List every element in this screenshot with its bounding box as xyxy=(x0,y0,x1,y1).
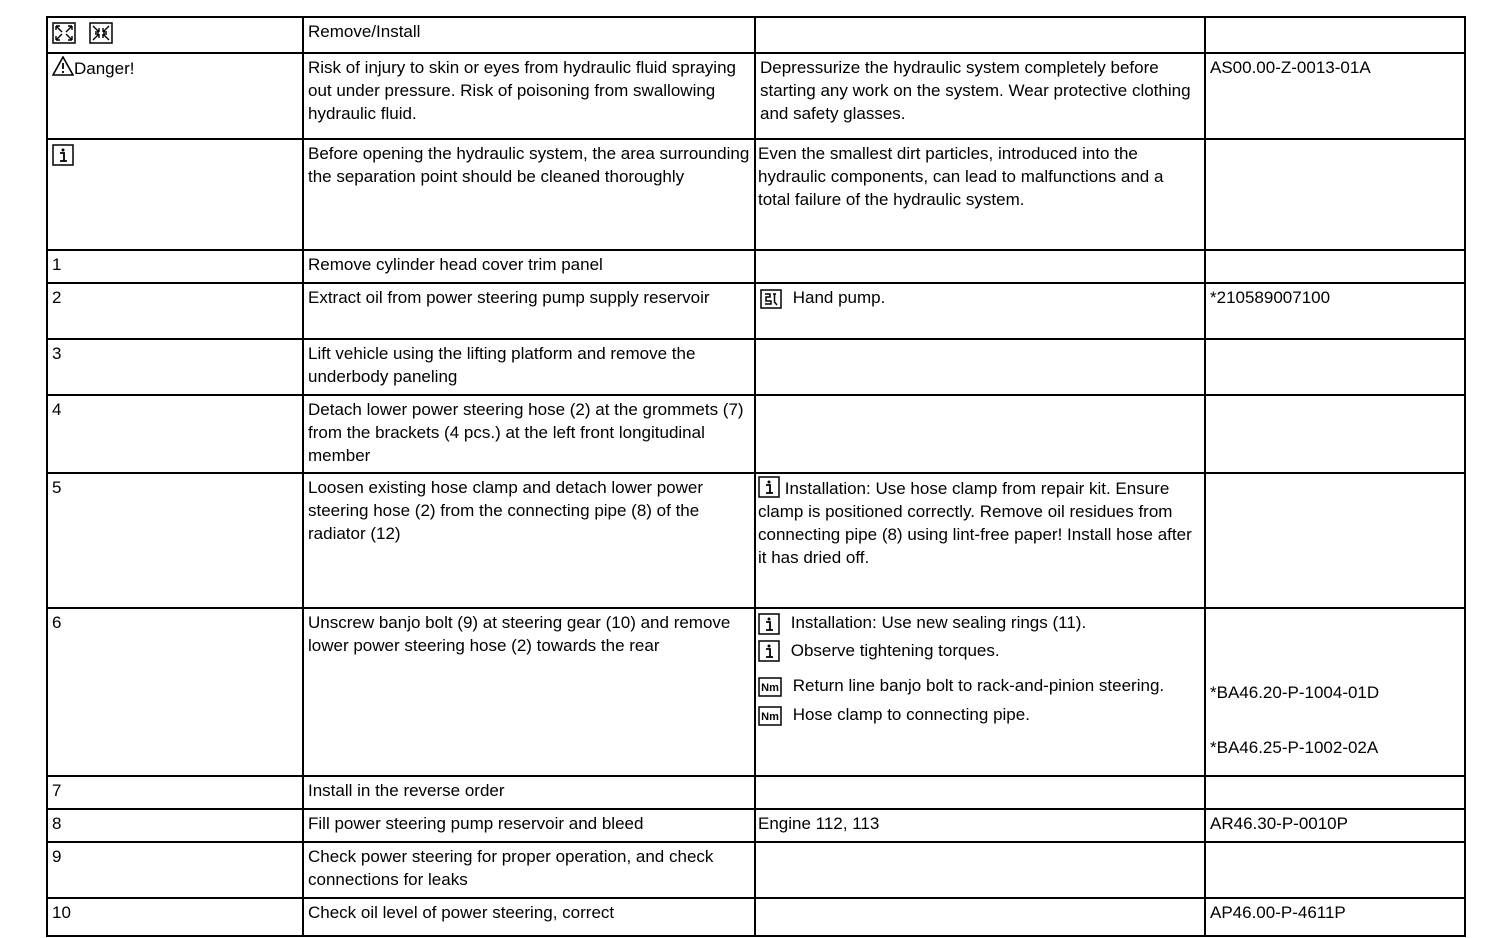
install-icon xyxy=(89,22,113,44)
note-line xyxy=(758,611,1200,635)
info-icon xyxy=(758,476,780,498)
step-number: 4 xyxy=(47,395,303,473)
step-text: Unscrew banjo bolt (9) at steering gear (10) and remove lower power steering hose (2) towards the rear xyxy=(303,608,755,776)
info-empty-cell xyxy=(1205,139,1465,250)
step-number: 10 xyxy=(47,898,303,936)
step-tool-cell xyxy=(755,283,1205,339)
remove-icon xyxy=(52,22,76,44)
step-text: Extract oil from power steering pump supply reservoir xyxy=(303,283,755,339)
step-empty-cell xyxy=(1205,473,1465,608)
info-icon-cell xyxy=(47,139,303,250)
info-note: Even the smallest dirt particles, introduced into the hydraulic components, can lead to malfunctions and a total failure of the hydraulic system. xyxy=(755,139,1205,250)
step-number: 9 xyxy=(47,842,303,898)
torque-line-1: Return line banjo bolt to rack-and-pinion steering. xyxy=(792,676,1165,696)
tool-icon xyxy=(760,289,782,309)
note-line xyxy=(758,674,1200,697)
step-note-cell xyxy=(755,473,1205,608)
step-number: 5 xyxy=(47,473,303,608)
step-tool: Hand pump. xyxy=(792,288,886,307)
table-row xyxy=(47,776,1465,809)
step-empty-cell xyxy=(1205,250,1465,283)
step-text: Detach lower power steering hose (2) at the grommets (7) from the brackets (4 pcs.) at the left front longitudinal member xyxy=(303,395,755,473)
table-row xyxy=(47,842,1465,898)
step-ref: AR46.30-P-0010P xyxy=(1205,809,1465,842)
step-text: Check power steering for proper operation, and check connections for leaks xyxy=(303,842,755,898)
danger-row xyxy=(47,53,1465,139)
step-empty-cell xyxy=(755,842,1205,898)
step-empty-cell xyxy=(1205,776,1465,809)
torque-nm-icon xyxy=(758,706,782,726)
step-number: 2 xyxy=(47,283,303,339)
step-text: Remove cylinder head cover trim panel xyxy=(303,250,755,283)
procedure-table xyxy=(46,16,1466,937)
danger-ref: AS00.00-Z-0013-01A xyxy=(1205,53,1465,139)
step-empty-cell xyxy=(1205,842,1465,898)
svg-text:Nm: Nm xyxy=(761,710,779,723)
step-empty-cell xyxy=(755,898,1205,936)
header-empty-cell xyxy=(1205,17,1465,53)
step-empty-cell xyxy=(755,395,1205,473)
info-text: Before opening the hydraulic system, the area surrounding the separation point should be cleaned thoroughly xyxy=(303,139,755,250)
info-icon xyxy=(758,640,780,662)
info-icon xyxy=(52,144,74,166)
step-number: 6 xyxy=(47,608,303,776)
header-row xyxy=(47,17,1465,53)
step-note: Installation: Use hose clamp from repair kit. Ensure clamp is positioned correctly. Remove oil residues from connecting pipe (8) using lint-free paper! Install hose after it has dried off. xyxy=(758,479,1192,567)
note-line xyxy=(758,639,1200,663)
info-row xyxy=(47,139,1465,250)
step-number: 1 xyxy=(47,250,303,283)
info-icon xyxy=(758,613,780,635)
step-empty-cell xyxy=(755,339,1205,395)
danger-measure: Depressurize the hydraulic system completely before starting any work on the system. Wear protective clothing and safety glasses. xyxy=(755,53,1205,139)
table-row xyxy=(47,339,1465,395)
table-row xyxy=(47,898,1465,936)
table-row xyxy=(47,608,1465,776)
step-empty-cell xyxy=(755,250,1205,283)
torque-nm-icon xyxy=(758,677,782,697)
step-ref: *210589007100 xyxy=(1205,283,1465,339)
header-title: Remove/Install xyxy=(303,17,755,53)
step-refs-cell xyxy=(1205,608,1465,776)
table-row xyxy=(47,395,1465,473)
step-number: 3 xyxy=(47,339,303,395)
svg-text:Nm: Nm xyxy=(761,681,779,694)
step-ref: *BA46.25-P-1002-02A xyxy=(1210,738,1379,757)
danger-risk: Risk of injury to skin or eyes from hydraulic fluid spraying out under pressure. Risk of poisoning from swallowing hydraulic fluid. xyxy=(303,53,755,139)
step-note: Engine 112, 113 xyxy=(755,809,1205,842)
step-empty-cell xyxy=(1205,395,1465,473)
step-ref: *BA46.20-P-1004-01D xyxy=(1210,683,1380,702)
step-notes-cell xyxy=(755,608,1205,776)
step-empty-cell xyxy=(755,776,1205,809)
step-ref: AP46.00-P-4611P xyxy=(1205,898,1465,936)
table-row xyxy=(47,250,1465,283)
step-number: 8 xyxy=(47,809,303,842)
step-text: Install in the reverse order xyxy=(303,776,755,809)
step-text: Fill power steering pump reservoir and bleed xyxy=(303,809,755,842)
step-text: Check oil level of power steering, correct xyxy=(303,898,755,936)
step-text: Loosen existing hose clamp and detach lower power steering hose (2) from the connecting pipe (8) of the radiator (12) xyxy=(303,473,755,608)
step-empty-cell xyxy=(1205,339,1465,395)
danger-label: Danger! xyxy=(74,59,135,78)
table-row xyxy=(47,473,1465,608)
torque-line-2: Hose clamp to connecting pipe. xyxy=(792,705,1030,725)
danger-label-cell xyxy=(47,53,303,139)
step-number: 7 xyxy=(47,776,303,809)
installation-note: Installation: Use new sealing rings (11). xyxy=(790,613,1087,632)
header-empty-cell xyxy=(755,17,1205,53)
torque-note: Observe tightening torques. xyxy=(790,640,1000,660)
step-text: Lift vehicle using the lifting platform and remove the underbody paneling xyxy=(303,339,755,395)
table-row xyxy=(47,283,1465,339)
table-row xyxy=(47,809,1465,842)
warning-triangle-icon xyxy=(52,56,74,76)
note-line xyxy=(758,703,1200,726)
header-icons-cell xyxy=(47,17,303,53)
